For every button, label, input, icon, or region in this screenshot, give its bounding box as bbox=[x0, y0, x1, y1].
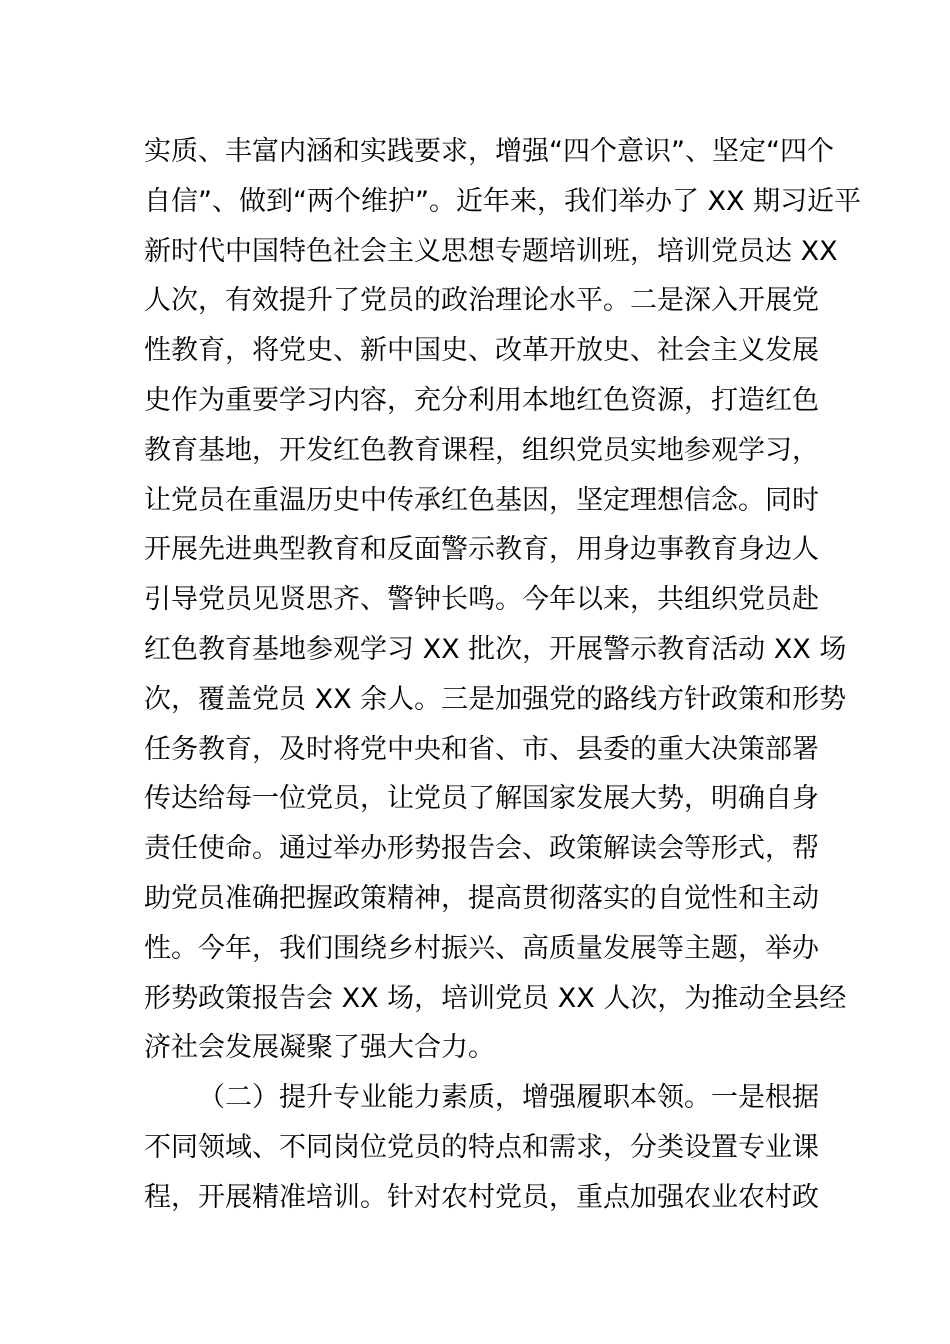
text-line: 教育基地，开发红色教育课程，组织党员实地参观学习， bbox=[144, 434, 819, 466]
text-line: 济社会发展凝聚了强大合力。 bbox=[144, 1032, 495, 1064]
text-line: 红色教育基地参观学习 XX 批次，开展警示教育活动 XX 场 bbox=[144, 633, 847, 665]
text-line: 史作为重要学习内容，充分利用本地红色资源，打造红色 bbox=[144, 384, 819, 416]
text-line: 形势政策报告会 XX 场，培训党员 XX 人次，为推动全县经 bbox=[144, 982, 847, 1014]
paragraph-1 bbox=[144, 127, 862, 1073]
text-line: 开展先进典型教育和反面警示教育，用身边事教育身边人 bbox=[144, 534, 819, 566]
text-line: 程，开展精准培训。针对农村党员，重点加强农业农村政 bbox=[144, 1181, 819, 1213]
body-text bbox=[144, 127, 862, 1223]
text-line: 引导党员见贤思齐、警钟长鸣。今年以来，共组织党员赴 bbox=[144, 584, 819, 616]
text-line: 责任使命。通过举办形势报告会、政策解读会等形式，帮 bbox=[144, 833, 819, 865]
text-line: 次，覆盖党员 XX 余人。三是加强党的路线方针政策和形势 bbox=[144, 683, 847, 715]
text-line: 不同领域、不同岗位党员的特点和需求，分类设置专业课 bbox=[144, 1131, 819, 1163]
text-line: （二）提升专业能力素质，增强履职本领。一是根据 bbox=[198, 1082, 819, 1114]
text-line: 助党员准确把握政策精神，提高贯彻落实的自觉性和主动 bbox=[144, 882, 819, 914]
text-line: 性。今年，我们围绕乡村振兴、高质量发展等主题，举办 bbox=[144, 932, 819, 964]
text-line: 任务教育，及时将党中央和省、市、县委的重大决策部署 bbox=[144, 733, 819, 765]
text-line: 实质、丰富内涵和实践要求，增强“四个意识”、坚定“四个 bbox=[144, 136, 834, 167]
text-line: 人次，有效提升了党员的政治理论水平。二是深入开展党 bbox=[144, 285, 819, 317]
text-line: 性教育，将党史、新中国史、改革开放史、社会主义发展 bbox=[144, 335, 819, 367]
paragraph-2 bbox=[144, 1073, 819, 1222]
text-line: 让党员在重温历史中传承红色基因，坚定理想信念。同时 bbox=[144, 484, 819, 516]
text-line: 传达给每一位党员，让党员了解国家发展大势，明确自身 bbox=[144, 783, 819, 815]
text-line: 自信”、做到“两个维护”。近年来，我们举办了 XX 期习近平 bbox=[144, 185, 862, 217]
text-line: 新时代中国特色社会主义思想专题培训班，培训党员达 XX bbox=[144, 235, 838, 267]
